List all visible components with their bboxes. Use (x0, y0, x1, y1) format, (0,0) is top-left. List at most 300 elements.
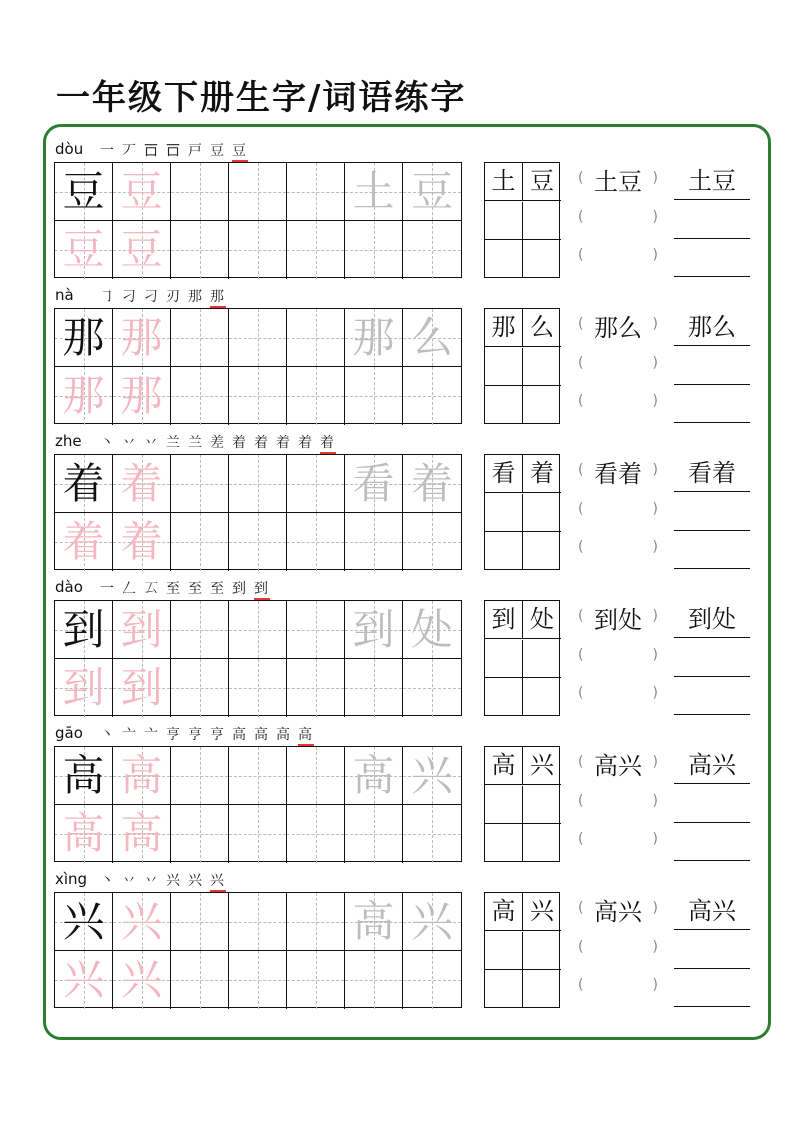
stroke-step: 着 (276, 435, 292, 451)
grid-cell[interactable] (229, 747, 287, 805)
trace-character: 高 (352, 897, 395, 946)
paren-row[interactable] (578, 746, 658, 784)
practice-block-4 (0, 578, 800, 724)
word-box-cell[interactable] (485, 678, 523, 716)
practice-block-3 (0, 432, 800, 578)
word-box-cell[interactable]: 到 (485, 601, 523, 639)
trace-character: 高 (62, 809, 105, 858)
grid-cell[interactable] (55, 163, 113, 221)
stroke-step: 丷 (122, 435, 138, 451)
left-paren: ( (578, 462, 584, 478)
right-paren: ) (652, 462, 658, 478)
grid-cell[interactable] (171, 367, 229, 425)
grid-cell[interactable] (113, 513, 171, 571)
grid-cell[interactable] (287, 805, 345, 863)
writing-line[interactable] (674, 677, 750, 715)
grid-cell[interactable] (287, 309, 345, 367)
grid-cell[interactable] (287, 513, 345, 571)
grid-cell[interactable] (403, 221, 461, 279)
writing-line[interactable] (674, 493, 750, 531)
line-column (674, 308, 750, 424)
word-box-cell[interactable] (523, 824, 561, 862)
stroke-step: 一 (100, 143, 116, 159)
stroke-step: 亠 (144, 727, 160, 743)
stroke-step: 亨 (188, 727, 204, 743)
right-paren: ) (652, 646, 658, 663)
word-box-cell[interactable] (485, 240, 523, 278)
right-paren: ) (652, 354, 658, 371)
grid-cell[interactable] (113, 747, 171, 805)
grid-cell[interactable] (171, 805, 229, 863)
grid-cell[interactable] (171, 659, 229, 717)
line-column (674, 600, 750, 716)
paren-row[interactable] (578, 931, 658, 969)
grid-cell[interactable] (55, 601, 113, 659)
word-box (484, 308, 560, 424)
writing-line[interactable] (674, 823, 750, 861)
stroke-step: 高 (232, 727, 248, 743)
grid-cell[interactable] (113, 893, 171, 951)
paren-row[interactable] (578, 454, 658, 492)
grid-cell[interactable] (113, 309, 171, 367)
grid-cell[interactable] (55, 747, 113, 805)
grid-cell[interactable] (171, 601, 229, 659)
paren-column (578, 746, 658, 862)
writing-line[interactable] (674, 531, 750, 569)
stroke-step: 着 (320, 432, 336, 454)
stroke-step: 高 (298, 724, 314, 746)
model-character: 那 (62, 313, 105, 362)
trace-character: 着 (62, 517, 105, 566)
trace-character: 兴 (62, 955, 105, 1004)
stroke-step: 丷 (144, 435, 160, 451)
writing-grid (54, 746, 462, 862)
pinyin-label: nà (55, 286, 74, 304)
left-paren: ( (578, 608, 584, 624)
writing-line[interactable] (674, 785, 750, 823)
left-paren: ( (578, 977, 584, 993)
grid-cell[interactable] (287, 659, 345, 717)
grid-cell[interactable] (403, 309, 461, 367)
trace-character: 看 (352, 459, 395, 508)
grid-cell[interactable] (229, 163, 287, 221)
writing-line[interactable]: 看着 (674, 454, 750, 492)
word-box-cell[interactable]: 豆 (523, 163, 561, 201)
writing-line[interactable]: 那么 (674, 308, 750, 346)
trace-character: 到 (62, 663, 105, 712)
paren-row[interactable] (578, 969, 658, 1007)
grid-cell[interactable] (345, 601, 403, 659)
stroke-step: 𠫔 (144, 581, 160, 597)
grid-cell[interactable] (287, 163, 345, 221)
writing-grid (54, 454, 462, 570)
paren-row[interactable] (578, 308, 658, 346)
line-column (674, 162, 750, 278)
grid-cell[interactable] (287, 893, 345, 951)
paren-row[interactable] (578, 823, 658, 861)
stroke-step: 丆 (122, 143, 138, 159)
grid-cell[interactable] (403, 367, 461, 425)
grid-cell[interactable] (229, 309, 287, 367)
left-paren: ( (578, 646, 584, 663)
paren-row[interactable] (578, 677, 658, 715)
grid-cell[interactable] (345, 659, 403, 717)
writing-grid (54, 892, 462, 1008)
left-paren: ( (578, 247, 584, 263)
word-box-cell[interactable] (485, 494, 523, 532)
pinyin-label: gāo (55, 724, 83, 742)
stroke-step: 丷 (122, 873, 138, 889)
grid-cell[interactable] (229, 221, 287, 279)
trace-character: 到 (120, 663, 163, 712)
grid-cell[interactable] (171, 893, 229, 951)
word-box-cell[interactable] (523, 640, 561, 678)
trace-character: 土 (352, 167, 395, 216)
grid-cell[interactable] (287, 221, 345, 279)
trace-character: 兴 (120, 955, 163, 1004)
trace-character: 到 (120, 605, 163, 654)
writing-line[interactable]: 土豆 (674, 162, 750, 200)
stroke-step: 高 (254, 727, 270, 743)
paren-row[interactable] (578, 201, 658, 239)
grid-cell[interactable] (113, 805, 171, 863)
grid-cell[interactable] (403, 601, 461, 659)
grid-cell[interactable] (287, 455, 345, 513)
paren-word: 看着 (594, 460, 642, 488)
right-paren: ) (652, 831, 658, 847)
paren-word: 土豆 (594, 168, 642, 196)
writing-grid (54, 308, 462, 424)
stroke-step: ㇆ (100, 289, 116, 305)
grid-cell[interactable] (345, 513, 403, 571)
grid-cell[interactable] (55, 309, 113, 367)
left-paren: ( (578, 900, 584, 916)
stroke-order (100, 870, 232, 892)
trace-character: 么 (410, 313, 453, 362)
grid-cell[interactable] (229, 805, 287, 863)
trace-character: 那 (120, 371, 163, 420)
trace-character: 那 (352, 313, 395, 362)
word-box-cell[interactable] (485, 640, 523, 678)
word-box-cell[interactable]: 高 (485, 893, 523, 931)
paren-row[interactable] (578, 785, 658, 823)
grid-cell[interactable] (171, 951, 229, 1009)
grid-cell[interactable] (113, 951, 171, 1009)
paren-word: 到处 (594, 606, 642, 634)
grid-cell[interactable] (113, 601, 171, 659)
grid-cell[interactable] (403, 163, 461, 221)
left-paren: ( (578, 500, 584, 517)
right-paren: ) (652, 608, 658, 624)
grid-cell[interactable] (229, 367, 287, 425)
right-paren: ) (652, 792, 658, 809)
right-paren: ) (652, 170, 658, 186)
stroke-step: 到 (254, 578, 270, 600)
stroke-step: 兰 (188, 435, 204, 451)
stroke-step: 丶 (100, 435, 116, 451)
pinyin-label: xìng (55, 870, 88, 888)
trace-character: 高 (352, 751, 395, 800)
paren-column (578, 892, 658, 1008)
grid-cell[interactable] (55, 805, 113, 863)
stroke-order (100, 140, 254, 162)
grid-cell[interactable] (403, 747, 461, 805)
right-paren: ) (652, 900, 658, 916)
stroke-step: 豆 (232, 140, 248, 162)
grid-cell[interactable] (287, 601, 345, 659)
word-box-cell[interactable] (523, 240, 561, 278)
grid-cell[interactable] (403, 893, 461, 951)
grid-cell[interactable] (403, 513, 461, 571)
word-box-cell[interactable]: 兴 (523, 747, 561, 785)
writing-line[interactable]: 到处 (674, 600, 750, 638)
paren-row[interactable] (578, 347, 658, 385)
grid-cell[interactable] (171, 455, 229, 513)
stroke-step: 兴 (166, 873, 182, 889)
trace-character: 着 (410, 459, 453, 508)
stroke-step: 差 (210, 435, 226, 451)
stroke-step: 着 (298, 435, 314, 451)
grid-cell[interactable] (229, 455, 287, 513)
word-box-cell[interactable] (485, 532, 523, 570)
stroke-step: 亨 (166, 727, 182, 743)
trace-character: 豆 (410, 167, 453, 216)
writing-line[interactable] (674, 969, 750, 1007)
writing-line[interactable] (674, 931, 750, 969)
stroke-step: 至 (166, 581, 182, 597)
word-box-cell[interactable] (523, 494, 561, 532)
stroke-step: 刁 (122, 289, 138, 305)
grid-cell[interactable] (171, 309, 229, 367)
stroke-step: 𠮛 (144, 143, 160, 159)
paren-row[interactable] (578, 639, 658, 677)
stroke-step: 亠 (122, 727, 138, 743)
word-box-cell[interactable] (485, 786, 523, 824)
model-character: 兴 (62, 897, 105, 946)
grid-cell[interactable] (113, 455, 171, 513)
line-column (674, 454, 750, 570)
page-title: 一年级下册生字/词语练字 (56, 78, 467, 118)
right-paren: ) (652, 938, 658, 955)
grid-cell[interactable] (113, 367, 171, 425)
stroke-step: 高 (276, 727, 292, 743)
writing-line[interactable]: 高兴 (674, 746, 750, 784)
word-box-cell[interactable] (523, 970, 561, 1008)
word-box-cell[interactable] (523, 532, 561, 570)
grid-cell[interactable] (403, 951, 461, 1009)
left-paren: ( (578, 170, 584, 186)
right-paren: ) (652, 500, 658, 517)
paren-row[interactable] (578, 600, 658, 638)
paren-column (578, 600, 658, 716)
grid-cell[interactable] (229, 659, 287, 717)
word-box-cell[interactable] (523, 386, 561, 424)
word-box-cell[interactable]: 么 (523, 309, 561, 347)
stroke-step: 兴 (188, 873, 204, 889)
writing-line[interactable] (674, 347, 750, 385)
grid-cell[interactable] (171, 163, 229, 221)
line-column (674, 892, 750, 1008)
word-box-cell[interactable] (523, 786, 561, 824)
word-box-cell[interactable]: 着 (523, 455, 561, 493)
trace-character: 兴 (120, 897, 163, 946)
grid-cell[interactable] (55, 893, 113, 951)
grid-cell[interactable] (403, 659, 461, 717)
grid-cell[interactable] (171, 513, 229, 571)
word-box (484, 600, 560, 716)
grid-cell[interactable] (229, 893, 287, 951)
left-paren: ( (578, 208, 584, 225)
left-paren: ( (578, 831, 584, 847)
grid-cell[interactable] (113, 659, 171, 717)
writing-grid (54, 162, 462, 278)
stroke-step: 一 (100, 581, 116, 597)
grid-cell[interactable] (55, 513, 113, 571)
grid-cell[interactable] (229, 951, 287, 1009)
trace-character: 豆 (120, 167, 163, 216)
paren-row[interactable] (578, 892, 658, 930)
pinyin-label: zhe (55, 432, 82, 450)
stroke-step: 刃 (166, 289, 182, 305)
paren-column (578, 454, 658, 570)
paren-column (578, 308, 658, 424)
paren-row[interactable] (578, 239, 658, 277)
word-box-cell[interactable] (485, 824, 523, 862)
grid-cell[interactable] (345, 221, 403, 279)
practice-block-5 (0, 724, 800, 870)
trace-character: 兴 (410, 897, 453, 946)
word-box-cell[interactable]: 那 (485, 309, 523, 347)
grid-cell[interactable] (229, 601, 287, 659)
trace-character: 着 (120, 517, 163, 566)
writing-line[interactable] (674, 201, 750, 239)
word-box-cell[interactable] (485, 348, 523, 386)
stroke-step: 兴 (210, 870, 226, 892)
grid-cell[interactable] (345, 163, 403, 221)
grid-cell[interactable] (55, 455, 113, 513)
grid-cell[interactable] (287, 367, 345, 425)
grid-cell[interactable] (345, 951, 403, 1009)
word-box (484, 454, 560, 570)
grid-cell[interactable] (171, 747, 229, 805)
line-column (674, 746, 750, 862)
left-paren: ( (578, 792, 584, 809)
stroke-step: 刁 (144, 289, 160, 305)
word-box (484, 892, 560, 1008)
stroke-order (100, 578, 276, 600)
grid-cell[interactable] (113, 163, 171, 221)
writing-line[interactable] (674, 639, 750, 677)
word-box-cell[interactable] (485, 202, 523, 240)
stroke-step: 丶 (100, 873, 116, 889)
left-paren: ( (578, 938, 584, 955)
model-character: 到 (62, 605, 105, 654)
grid-cell[interactable] (55, 659, 113, 717)
paren-column (578, 162, 658, 278)
grid-cell[interactable] (345, 893, 403, 951)
right-paren: ) (652, 208, 658, 225)
grid-cell[interactable] (171, 221, 229, 279)
pinyin-label: dào (55, 578, 83, 596)
word-box-cell[interactable]: 兴 (523, 893, 561, 931)
word-box-cell[interactable] (523, 202, 561, 240)
left-paren: ( (578, 393, 584, 409)
paren-word: 高兴 (594, 752, 642, 780)
grid-cell[interactable] (287, 951, 345, 1009)
paren-row[interactable] (578, 162, 658, 200)
word-box-cell[interactable]: 处 (523, 601, 561, 639)
grid-cell[interactable] (55, 367, 113, 425)
writing-line[interactable] (674, 385, 750, 423)
paren-row[interactable] (578, 531, 658, 569)
paren-word: 高兴 (594, 898, 642, 926)
grid-cell[interactable] (345, 367, 403, 425)
grid-cell[interactable] (345, 455, 403, 513)
practice-block-6 (0, 870, 800, 1016)
grid-cell[interactable] (229, 513, 287, 571)
stroke-order (100, 724, 320, 746)
stroke-order (100, 432, 342, 454)
paren-row[interactable] (578, 493, 658, 531)
word-box-cell[interactable]: 土 (485, 163, 523, 201)
paren-word: 那么 (594, 314, 642, 342)
stroke-order (100, 286, 232, 308)
left-paren: ( (578, 754, 584, 770)
word-box-cell[interactable]: 高 (485, 747, 523, 785)
grid-cell[interactable] (55, 221, 113, 279)
trace-character: 高 (120, 751, 163, 800)
word-box-cell[interactable] (485, 970, 523, 1008)
grid-cell[interactable] (403, 455, 461, 513)
word-box-cell[interactable] (485, 386, 523, 424)
word-box (484, 746, 560, 862)
stroke-step: 丷 (144, 873, 160, 889)
writing-line[interactable]: 高兴 (674, 892, 750, 930)
word-box-cell[interactable] (523, 678, 561, 716)
practice-block-2 (0, 286, 800, 432)
writing-line[interactable] (674, 239, 750, 277)
grid-cell[interactable] (287, 747, 345, 805)
word-box-cell[interactable] (523, 932, 561, 970)
stroke-step: 兰 (166, 435, 182, 451)
right-paren: ) (652, 539, 658, 555)
stroke-step: 𠮛 (166, 143, 182, 159)
trace-character: 高 (120, 809, 163, 858)
trace-character: 处 (410, 605, 453, 654)
right-paren: ) (652, 393, 658, 409)
word-box-cell[interactable] (485, 932, 523, 970)
paren-row[interactable] (578, 385, 658, 423)
stroke-step: 豆 (210, 143, 226, 159)
stroke-step: 𠃋 (122, 581, 138, 597)
grid-cell[interactable] (403, 805, 461, 863)
stroke-step: 那 (188, 289, 204, 305)
grid-cell[interactable] (113, 221, 171, 279)
trace-character: 那 (120, 313, 163, 362)
practice-block-1 (0, 140, 800, 286)
grid-cell[interactable] (345, 747, 403, 805)
grid-cell[interactable] (345, 805, 403, 863)
trace-character: 兴 (410, 751, 453, 800)
grid-cell[interactable] (55, 951, 113, 1009)
word-box-cell[interactable]: 看 (485, 455, 523, 493)
word-box-cell[interactable] (523, 348, 561, 386)
right-paren: ) (652, 247, 658, 263)
grid-cell[interactable] (345, 309, 403, 367)
right-paren: ) (652, 754, 658, 770)
right-paren: ) (652, 316, 658, 332)
model-character: 高 (62, 751, 105, 800)
